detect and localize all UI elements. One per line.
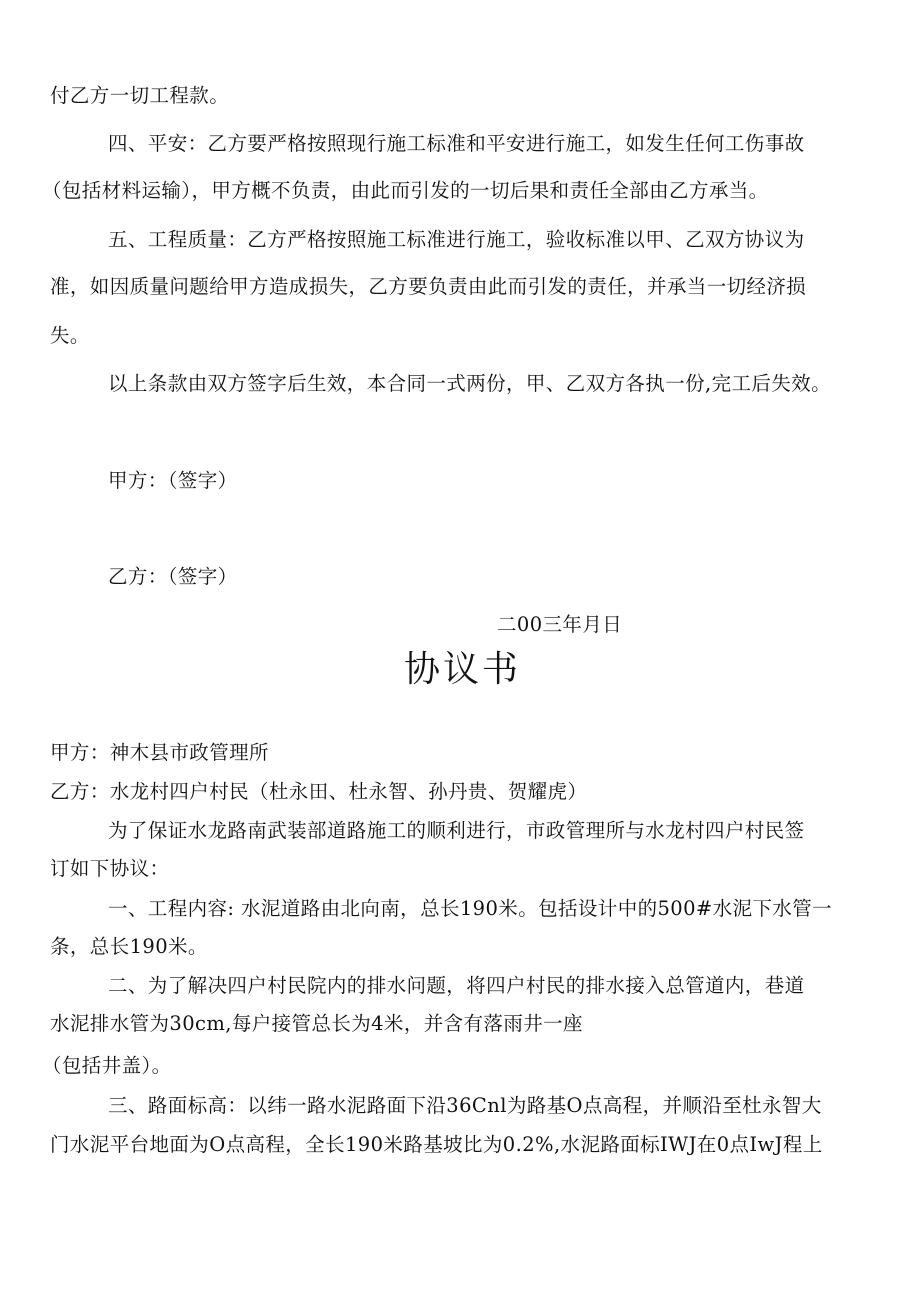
drainage-clause-line-3: （包括井盖）。 [42,1054,172,1077]
work-content-line-1: 一、工程内容: 水泥道路由北向南，总长190米。包括设计中的500#水泥下水管一 [108,897,833,920]
work-content-line-2: 条，总长190米。 [50,935,208,958]
quality-clause-line-2: 准，如因质量问题给甲方造成损失，乙方要负责由此而引发的责任，并承当一切经济损 [50,275,807,298]
contract-date: 二00三年月日 [497,613,623,636]
quality-clause-line-1: 五、工程质量：乙方严格按照施工标准进行施工，验收标准以甲、乙双方协议为 [108,228,805,251]
party-a-signature: 甲方：（签字） [108,469,238,492]
drainage-clause-line-2: 水泥排水管为30cm,每户接管总长为4米，并含有落雨井一座 [50,1012,583,1035]
quality-clause-line-3: 失。 [50,324,90,347]
agreement-title: 协议书 [404,649,522,690]
agreement-party-b: 乙方：水龙村四户村民（杜永田、杜永智、孙丹贵、贺耀虎） [50,780,588,803]
party-b-signature: 乙方：（签字） [108,565,238,588]
road-elevation-line-2: 门水泥平台地面为O点高程，全长190米路基坡比为0.2%,水泥路面标IWJ在0点IwJ程上 [50,1133,823,1156]
safety-clause-line-1: 四、平安：乙方要严格按照现行施工标准和平安进行施工，如发生任何工伤事故 [108,132,805,155]
road-elevation-line-1: 三、路面标高：以纬一路水泥路面下沿36Cnl为路基O点高程，并顺沿至杜永智大 [108,1094,822,1117]
agreement-intro-line-2: 订如下协议： [50,857,170,880]
safety-clause-line-2: （包括材料运输），甲方概不负责，由此而引发的一切后果和责任全部由乙方承当。 [42,179,769,202]
closing-clause: 以上条款由双方签字后生效，本合同一式两份，甲、乙双方各执一份,完工后失效。 [108,372,831,395]
drainage-clause-line-1: 二、为了解决四户村民院内的排水问题，将四户村民的排水接入总管道内，巷道 [108,974,805,997]
agreement-party-a: 甲方：神木县市政管理所 [50,741,269,764]
agreement-intro-line-1: 为了保证水龙路南武装部道路施工的顺利进行，市政管理所与水龙村四户村民签 [108,819,805,842]
payment-clause-end: 付乙方一切工程款。 [50,84,230,107]
